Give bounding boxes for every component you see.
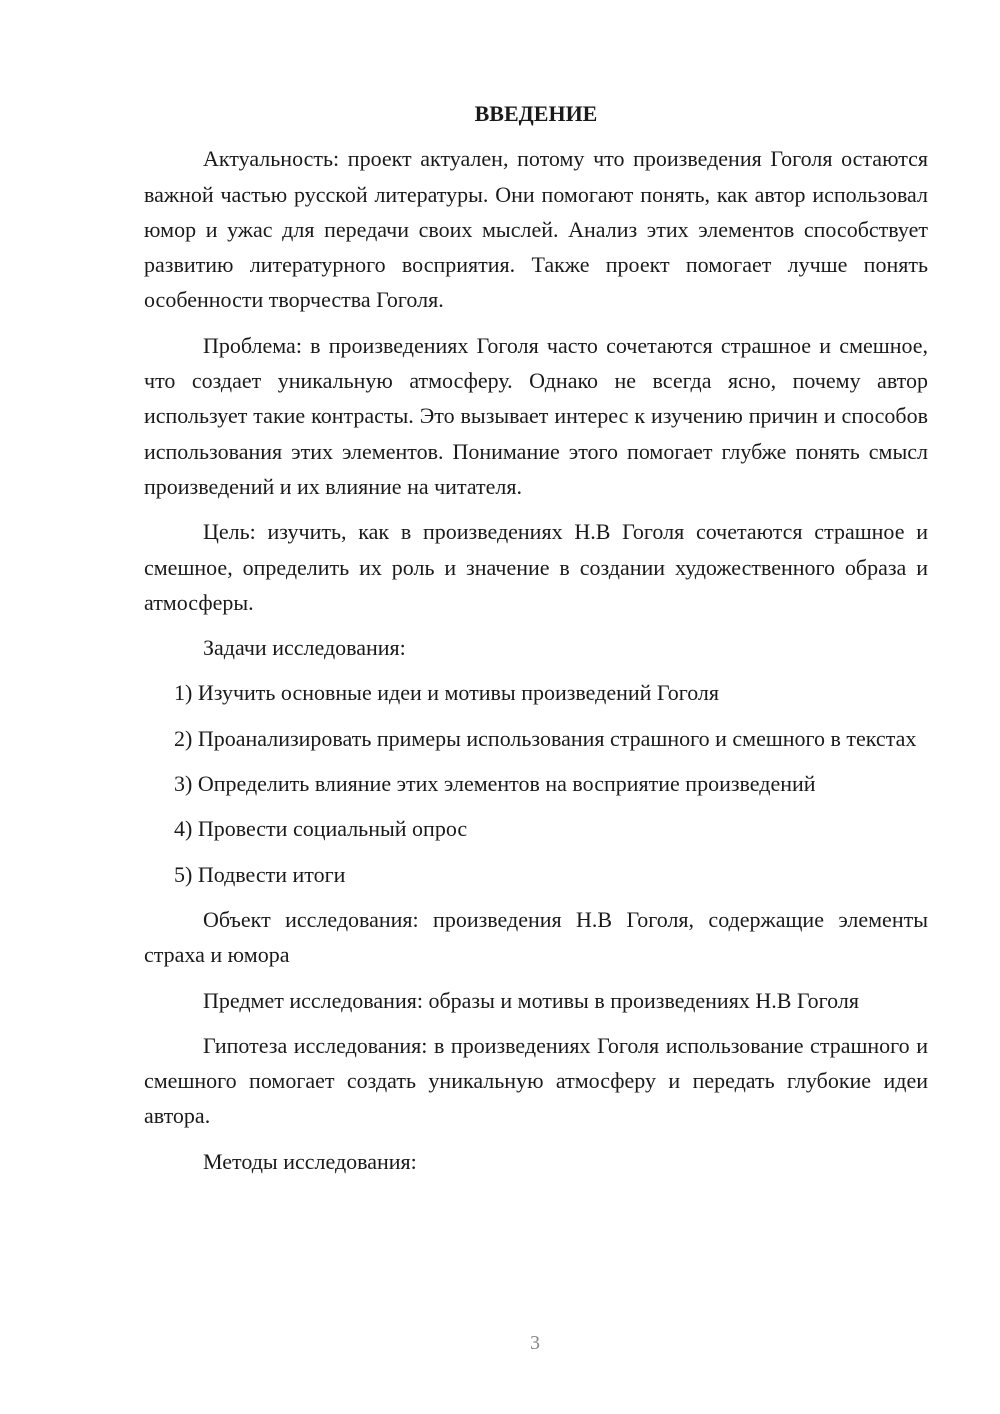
page-number: 3	[530, 1332, 540, 1354]
section-heading: ВВЕДЕНИЕ	[474, 101, 598, 126]
paragraph-tasks-title: Задачи исследования:	[203, 635, 406, 661]
task-item-1: 1) Изучить основные идеи и мотивы произведений Гоголя	[174, 680, 720, 706]
paragraph-relevance: Актуальность: проект актуален, потому что произведения Гоголя остаются важной частью русской литературы. Они помогают понять, как автор использовал юмор и ужас для передачи своих мыслей. Анализ этих элементов способствует развитию литературного восприятия. Также проект помогает лучше понять особенности творчества Гоголя.	[144, 146, 928, 313]
page-content	[144, 96, 928, 1189]
task-item-2: 2) Проанализировать примеры использования страшного и смешного в текстах	[174, 725, 917, 751]
task-item-4: 4) Провести социальный опрос	[174, 816, 468, 842]
paragraph-goal: Цель: изучить, как в произведениях Н.В Гоголя сочетаются страшное и смешное, определить их роль и значение в создании художественного образа и атмосферы.	[144, 519, 928, 615]
paragraph-methods-title: Методы исследования:	[203, 1148, 417, 1174]
task-item-3: 3) Определить влияние этих элементов на восприятие произведений	[174, 771, 816, 797]
paragraph-subject: Предмет исследования: образы и мотивы в произведениях Н.В Гоголя	[203, 987, 859, 1013]
task-item-5: 5) Подвести итоги	[174, 861, 346, 887]
paragraph-problem: Проблема: в произведениях Гоголя часто сочетаются страшное и смешное, что создает уникальную атмосферу. Однако не всегда ясно, почему автор использует такие контрасты. Это вызывает интерес к изучению причин и способов использования этих элементов. Понимание этого помогает глубже понять смысл произведений и их влияние на читателя.	[144, 332, 928, 499]
paragraph-object: Объект исследования: произведения Н.В Гоголя, содержащие элементы страха и юмора	[144, 906, 928, 968]
paragraph-hypothesis: Гипотеза исследования: в произведениях Гоголя использование страшного и смешного помогает создать уникальную атмосферу и передать глубокие идеи автора.	[144, 1032, 928, 1129]
